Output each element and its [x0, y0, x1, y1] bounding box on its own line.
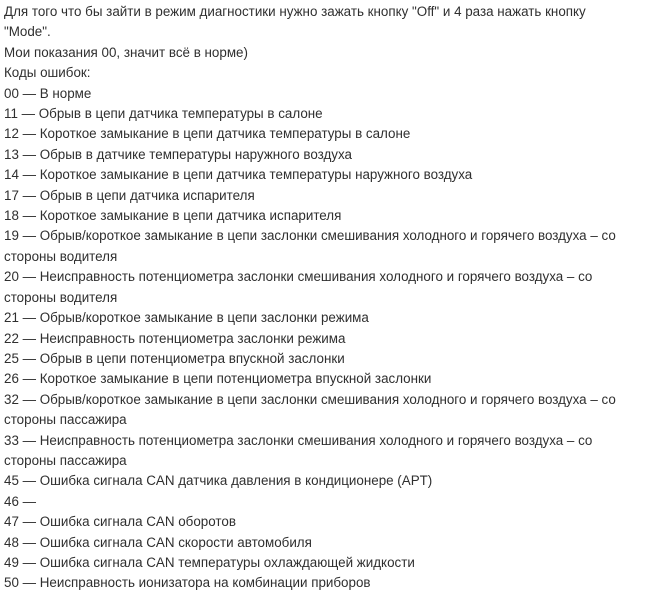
error-code-text: 21 — Обрыв/короткое замыкание в цепи заслонки режима — [4, 310, 369, 326]
error-code-item — [4, 512, 650, 532]
error-code-item — [4, 165, 650, 185]
error-code-text: 18 — Короткое замыкание в цепи датчика испарителя — [4, 208, 342, 224]
error-code-text: 19 — Обрыв/короткое замыкание в цепи заслонки смешивания холодного и горячего воздуха – со — [4, 228, 616, 244]
error-code-text: 13 — Обрыв в датчике температуры наружного воздуха — [4, 146, 352, 162]
error-code-text: 26 — Короткое замыкание в цепи потенциометра впускной заслонки — [4, 371, 432, 387]
error-code-item — [4, 390, 650, 431]
error-code-item — [4, 84, 650, 104]
error-code-text: 12 — Короткое замыкание в цепи датчика температуры в салоне — [4, 126, 411, 142]
error-code-item — [4, 308, 650, 328]
error-code-text: 49 — Ошибка сигнала CAN температуры охлаждающей жидкости — [4, 554, 415, 570]
readings-note: Мои показания 00, значит всё в норме) — [4, 44, 248, 60]
error-code-continuation: стороны водителя — [4, 289, 118, 305]
error-code-text: 50 — Неисправность ионизатора на комбинации приборов — [4, 575, 371, 591]
error-code-item — [4, 369, 650, 389]
error-code-item — [4, 104, 650, 124]
error-code-item — [4, 533, 650, 553]
error-code-text: 11 — Обрыв в цепи датчика температуры в салоне — [4, 106, 323, 122]
error-code-text: 32 — Обрыв/короткое замыкание в цепи заслонки смешивания холодного и горячего воздуха – со — [4, 391, 616, 407]
error-code-item — [4, 553, 650, 573]
error-code-item — [4, 145, 650, 165]
error-code-continuation: стороны пассажира — [4, 452, 127, 468]
intro-line-1: Для того что бы зайти в режим диагностики нужно зажать кнопку "Off" и 4 раза нажать кнопку — [4, 4, 586, 19]
error-code-text: 46 — — [4, 493, 37, 509]
error-code-item — [4, 226, 650, 267]
error-code-item — [4, 492, 650, 512]
error-code-text: 17 — Обрыв в цепи датчика испарителя — [4, 187, 255, 203]
error-code-item — [4, 267, 650, 308]
error-code-item — [4, 329, 650, 349]
error-code-item — [4, 573, 650, 593]
error-code-text: 20 — Неисправность потенциометра заслонки смешивания холодного и горячего воздуха – со — [4, 269, 593, 285]
intro-line-2: "Mode". — [4, 24, 51, 40]
codes-heading: Коды ошибок: — [4, 65, 91, 81]
error-code-item — [4, 349, 650, 369]
error-code-continuation: стороны водителя — [4, 248, 118, 264]
error-code-item — [4, 431, 650, 472]
error-code-text: 22 — Неисправность потенциометра заслонки режима — [4, 330, 346, 346]
error-code-text: 45 — Ошибка сигнала CAN датчика давления в кондиционере (APT) — [4, 473, 433, 489]
error-code-text: 14 — Короткое замыкание в цепи датчика температуры наружного воздуха — [4, 167, 473, 183]
error-code-item — [4, 206, 650, 226]
error-code-item — [4, 186, 650, 206]
error-code-item — [4, 471, 650, 491]
error-codes-list — [4, 84, 650, 594]
error-code-text: 48 — Ошибка сигнала CAN скорости автомобиля — [4, 534, 312, 550]
error-code-text: 33 — Неисправность потенциометра заслонки смешивания холодного и горячего воздуха – со — [4, 432, 593, 448]
error-code-text: 00 — В норме — [4, 85, 92, 101]
error-code-item — [4, 124, 650, 144]
error-code-text: 47 — Ошибка сигнала CAN оборотов — [4, 514, 236, 530]
error-code-text: 25 — Обрыв в цепи потенциометра впускной заслонки — [4, 350, 345, 366]
error-code-continuation: стороны пассажира — [4, 412, 127, 428]
